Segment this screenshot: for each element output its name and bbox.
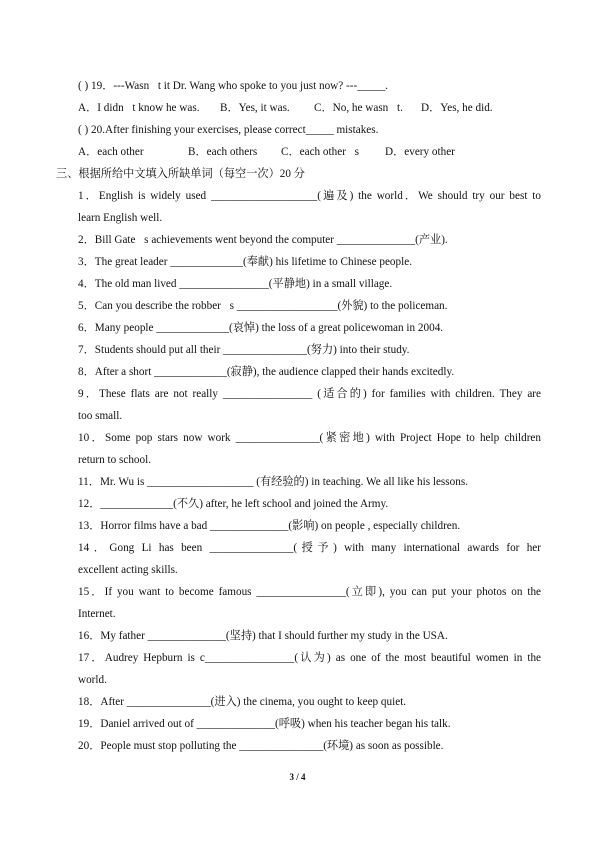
fill-item-7: 7．Students should put all their _______________(努力) into their study. [78, 344, 410, 356]
fill-item-12: 12．_____________(不久) after, he left school and joined the Army. [78, 498, 389, 510]
fill-item-17-cont: world. [78, 674, 107, 686]
q19-option-c: C．No, he wasn t. [314, 102, 403, 114]
fill-item-13: 13．Horror films have a bad ______________(影响) on people , especially children. [78, 520, 461, 532]
fill-item-2: 2．Bill Gate s achievements went beyond the computer ______________(产业). [78, 234, 448, 246]
fill-item-19: 19．Daniel arrived out of ______________(呼吸) when his teacher began his talk. [78, 718, 451, 730]
fill-item-17: 17．Audrey Hepburn is c________________(认为) as one of the most beautiful women in the [78, 652, 541, 664]
fill-item-3: 3．The great leader _____________(奉献) his lifetime to Chinese people. [78, 256, 412, 268]
q20-option-a: A．each other [78, 146, 144, 158]
section-heading: 三、根据所给中文填入所缺单词（每空一次）20 分 [56, 168, 305, 180]
page-number: 3 / 4 [289, 772, 306, 782]
q19-option-a: A．I didn t know he was. [78, 102, 200, 114]
fill-item-20: 20．People must stop polluting the _______________(环境) as soon as possible. [78, 740, 444, 752]
fill-item-14-cont: excellent acting skills. [78, 564, 178, 576]
q20-option-c: C．each other s [281, 146, 359, 158]
fill-item-1-cont: learn English well. [78, 212, 163, 224]
fill-item-16: 16．My father ______________(坚持) that I should further my study in the USA. [78, 630, 448, 642]
fill-item-15: 15．If you want to become famous ________________(立即), you can put your photos on the [78, 586, 541, 598]
fill-item-10-cont: return to school. [78, 454, 152, 466]
q20-option-d: D．every other [385, 146, 455, 158]
fill-item-9-cont: too small. [78, 410, 123, 422]
fill-item-14: 14．Gong Li has been _______________(授予) with many international awards for her [78, 542, 541, 554]
q20-option-b: B．each others [188, 146, 258, 158]
fill-item-15-cont: Internet. [78, 608, 116, 620]
fill-item-6: 6．Many people _____________(哀悼) the loss of a great policewoman in 2004. [78, 322, 444, 334]
fill-item-9: 9．These flats are not really ________________ (适合的) for families with children. They are [78, 388, 541, 400]
fill-item-1: 1．English is widely used ___________________(遍及) the world．We should try our best to [78, 190, 541, 202]
fill-item-11: 11．Mr. Wu is ___________________ (有经验的) in teaching. We all like his lessons. [78, 476, 468, 488]
question-20: ( ) 20.After finishing your exercises, please correct_____ mistakes. [78, 124, 379, 136]
fill-item-4: 4．The old man lived ________________(平静地) in a small village. [78, 278, 393, 290]
q19-option-b: B．Yes, it was. [220, 102, 290, 114]
question-19: ( ) 19．---Wasn t it Dr. Wang who spoke to you just now? ---_____. [78, 80, 388, 92]
fill-item-8: 8．After a short _____________(寂静), the audience clapped their hands excitedly. [78, 366, 455, 378]
fill-item-10: 10．Some pop stars now work _______________(紧密地) with Project Hope to help children [78, 432, 541, 444]
fill-item-18: 18．After _______________(进入) the cinema, you ought to keep quiet. [78, 696, 407, 708]
fill-item-5: 5．Can you describe the robber s __________________(外貌) to the policeman. [78, 300, 448, 312]
q19-option-d: D．Yes, he did. [421, 102, 493, 114]
